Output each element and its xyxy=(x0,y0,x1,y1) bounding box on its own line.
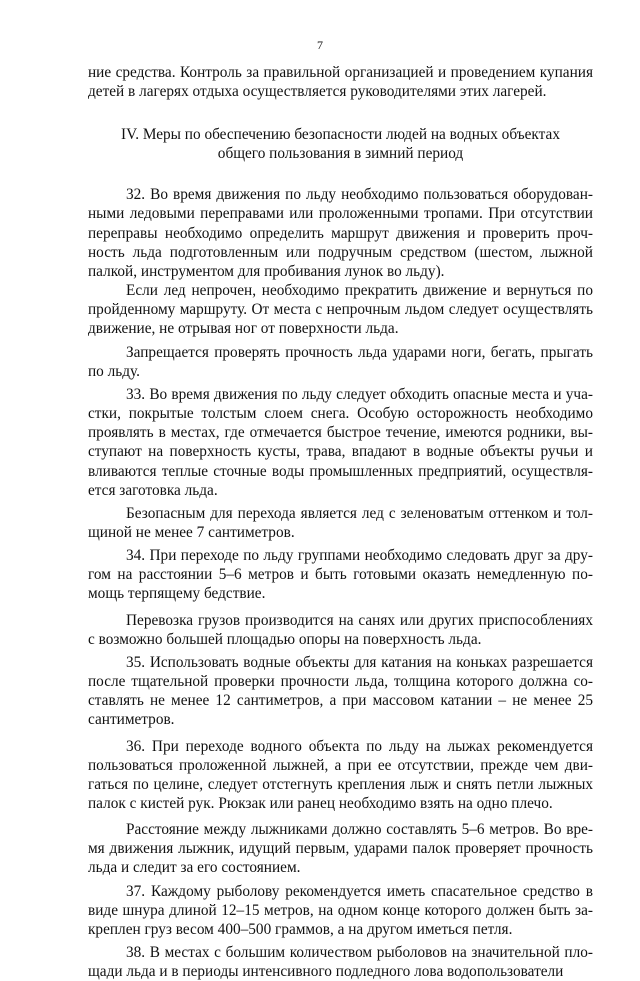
paragraph-35: 35. Использовать водные объекты для катания на коньках разрешается после тщательной проверки прочности льда, толщина которого должна составлять не менее 12 сантиметров, а при массовом катании – не менее 25 сантиметров. xyxy=(88,653,593,729)
section-heading-line-2: общего пользования в зимний период xyxy=(217,145,464,163)
intro-paragraph: ние средства. Контроль за правильной организацией и проведением купания детей в лагерях отдыха осуществляется руководителями этих лагерей. xyxy=(88,64,593,101)
paragraph-33: 33. Во время движения по льду следует обходить опасные места и участки, покрытые толстым слоем снега. Особую осторожность необходимо проявлять в местах, где отмечается быстрое течение, имеются родники, выступают на поверхность кусты, трава, впадают в водные объекты ручьи и вливаются теплые сточные воды промышленных предприятий, осуществляется заготовка льда. xyxy=(88,385,593,499)
document-body xyxy=(88,63,593,981)
section-heading xyxy=(88,125,593,163)
paragraph-32-prohibited: Запрещается проверять прочность льда ударами ноги, бегать, прыгать по льду. xyxy=(88,343,593,380)
paragraph-34: 34. При переходе по льду группами необходимо следовать друг за другом на расстоянии 5–6 метров и быть готовыми оказать немедленную помощь терпящему бедствие. xyxy=(88,547,593,603)
paragraph-36-distance: Расстояние между лыжниками должно составлять 5–6 метров. Во время движения лыжник, идущий первым, ударами палок проверяет прочность льда и следит за его состоянием. xyxy=(88,821,593,877)
section-heading-line-1: IV. Меры по обеспечению безопасности людей на водных объектах xyxy=(121,126,560,144)
paragraph-36: 36. При переходе водного объекта по льду на лыжах рекомендуется пользоваться проложенной лыжней, а при ее отсутствии, прежде чем двигаться по целине, следует отстегнуть крепления лыж и снять петли лыжных палок с кистей рук. Рюкзак или ранец необходимо взять на одно плечо. xyxy=(88,737,593,812)
paragraph-38: 38. В местах с большим количеством рыболовов на значительной площади льда и в периоды интенсивного подледного лова водопользователи xyxy=(88,944,593,981)
paragraph-32-ice-weak: Если лед непрочен, необходимо прекратить движение и вернуться по пройденному маршруту. От места с непрочным льдом следует осуществлять движение, не отрывая ног от поверхности льда. xyxy=(88,282,593,338)
page-number: 7 xyxy=(317,38,323,52)
paragraph-34-cargo: Перевозка грузов производится на санях или других приспособлениях с возможно большей площадью опоры на поверхность льда. xyxy=(88,611,593,648)
paragraph-32: 32. Во время движения по льду необходимо пользоваться оборудованными ледовыми переправами или проложенными тропами. При отсутствии переправы необходимо определить маршрут движения и проверить прочность льда подготовленным или подручным средством (шестом, лыжной палкой, инструментом для пробивания лунок во льду). xyxy=(88,186,593,280)
paragraph-33-safe-ice: Безопасным для перехода является лед с зеленоватым оттенком и толщиной не менее 7 сантиметров. xyxy=(88,504,593,541)
paragraph-37: 37. Каждому рыболову рекомендуется иметь спасательное средство в виде шнура длиной 12–15 метров, на одном конце которого должен быть закреплен груз весом 400–500 граммов, а на другом иметься петля. xyxy=(88,882,593,938)
